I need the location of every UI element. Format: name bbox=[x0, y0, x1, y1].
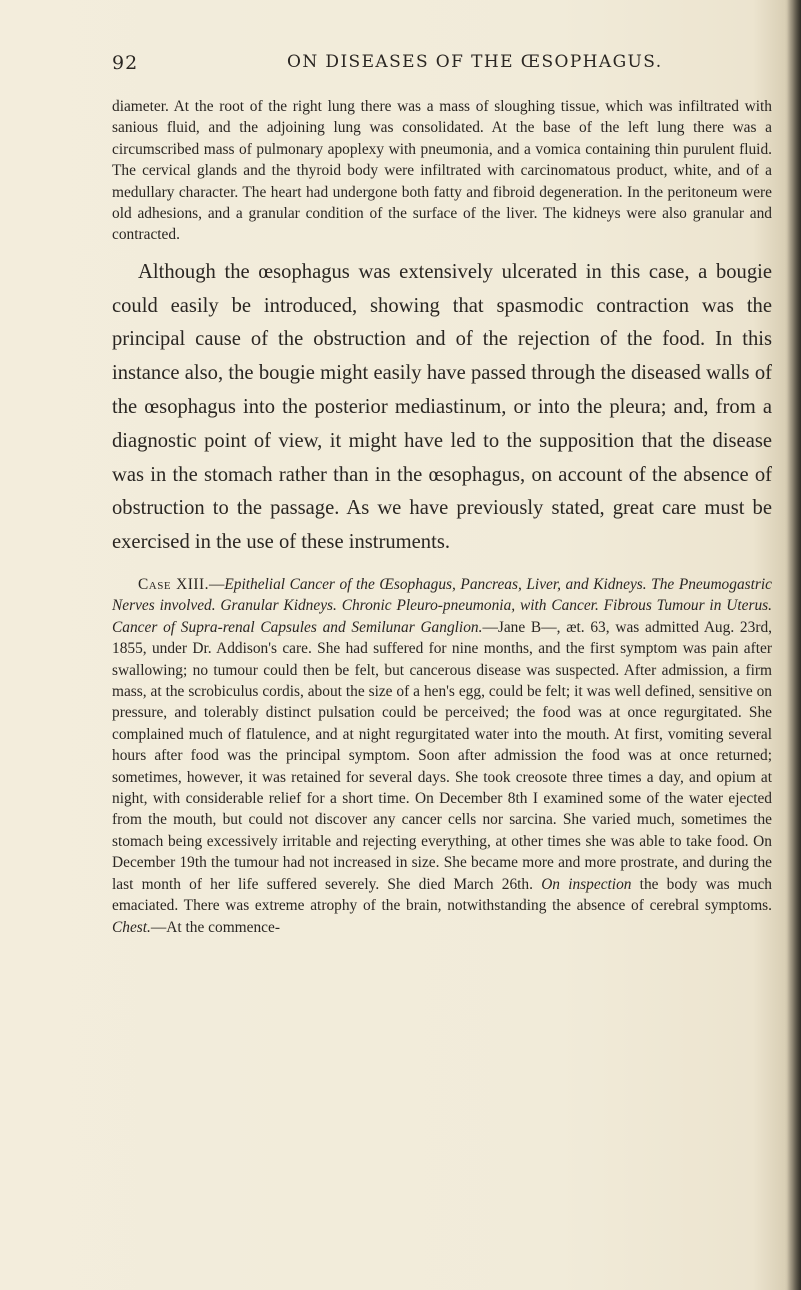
page-number: 92 bbox=[112, 52, 139, 74]
chest-label: Chest. bbox=[112, 918, 151, 936]
paragraph-autopsy-continued: diameter. At the root of the right lung there was a mass of sloughing tissue, which was infiltrated with sanious fluid, and the adjoining lung was consolidated. At the base of the left lung there was a circumscribed mass of pulmonary apoplexy with pneumonia, and a vomica containing thin purulent fluid. The cervical glands and the thyroid body were infiltrated with carcinomatous product, white, and of a medullary character. The heart had undergone both fatty and fibroid degeneration. In the peritoneum were old adhesions, and a granular condition of the surface of the liver. The kidneys were also granular and contracted. bbox=[112, 98, 772, 244]
paragraph-commentary: Although the œsophagus was extensively ulcerated in this case, a bougie could easily be introduced, showing that spasmodic contraction was the principal cause of the obstruction and of the rejection of the food. In this instance also, the bougie might easily have passed through the diseased walls of the œsophagus into the posterior mediastinum, or into the pleura; and, from a diagnostic point of view, it might have led to the supposition that the disease was in the stomach rather than in the œsophagus, on account of the absence of obstruction to the passage. As we have previously stated, great care must be exercised in the use of these instruments. bbox=[112, 260, 772, 554]
paragraph-case-xiii: Case XIII.—Epithelial Cancer of the Œsophagus, Pancreas, Liver, and Kidneys. The Pneumogastric Nerves involved. Granular Kidneys. Chronic Pleuro-pneumonia, with Cancer. Fibrous Tumour in Uterus. Cancer of Supra-renal Capsules and Semilunar Ganglion.—Jane B—, æt. 63, was admitted Aug. 23rd, 1855, under Dr. Addison's care. She had suffered for nine months, and the first symptom was pain after swallowing; no tumour could then be felt, but cancerous disease was suspected. After admission, a firm mass, at the scrobiculus cordis, about the size of a hen's egg, could be felt; it was well defined, sensitive on pressure, and tolerably distinct pulsation could be perceived; the food was at once regurgitated. She complained much of flatulence, and at night regurgitated water into the mouth. At first, vomiting several hours after food was the principal symptom. Soon after admission the food was at once returned; sometimes, however, it was retained for several days. She took creosote three times a day, and opium at night, with considerable relief for a short time. On December 8th I examined some of the water ejected from the mouth, but could not discover any cancer cells nor sarcina. She varied much, sometimes the stomach being excessively irritable and rejecting everything, at other times she was able to take food. On December 19th the tumour had not increased in size. She became more and more prostrate, and during the last month of her life suffered severely. She died March 26th. On inspection the body was much emaciated. There was extreme atrophy of the brain, notwithstanding the absence of cerebral symptoms. Chest.—At the commence- bbox=[112, 576, 773, 936]
inspection-label: On inspection bbox=[541, 875, 632, 893]
page-edge-shadow bbox=[787, 0, 801, 1290]
chest-text: —At the commence- bbox=[150, 918, 280, 936]
inspection-text: the body was much emaciated. There was extreme atrophy of the brain, notwithstanding the absence of cerebral symptoms. bbox=[112, 875, 773, 915]
case-title: Epithelial Cancer of the Œsophagus, Pancreas, Liver, and Kidneys. The Pneumogastric Nerves involved. Granular Kidneys. Chronic Pleuro-pneumonia, with Cancer. Fibrous Tumour in Uterus. Cancer of Supra-renal Capsules and Semilunar Ganglion. bbox=[112, 576, 773, 636]
case-label: Case XIII. bbox=[138, 576, 209, 594]
page-header bbox=[112, 52, 722, 78]
page-body bbox=[112, 96, 772, 938]
case-history: æt. 63, was admitted Aug. 23rd, 1855, under Dr. Addison's care. She had suffered for nine months, and the first symptom was pain after swallowing; no tumour could then be felt, but cancerous disease was suspected. After admission, a firm mass, at the scrobiculus cordis, about the size of a hen's egg, could be felt; it was well defined, sensitive on pressure, and tolerably distinct pulsation could be perceived; the food was at once regurgitated. She complained much of flatulence, and at night regurgitated water into the mouth. At first, vomiting several hours after food was the principal symptom. Soon after admission the food was at once returned; sometimes, however, it was retained for several days. She took creosote three times a day, and opium at night, with considerable relief for a short time. On December 8th I examined some of the water ejected from the mouth, but could not discover any cancer cells nor sarcina. She varied much, sometimes the stomach being excessively irritable and rejecting everything, at other times she was able to take food. On December 19th the tumour had not increased in size. She became more and more prostrate, and during the last month of her life suffered severely. She died March 26th. bbox=[112, 618, 772, 893]
patient-name: Jane B—, bbox=[497, 618, 561, 636]
running-title: ON DISEASES OF THE ŒSOPHAGUS. bbox=[287, 52, 663, 72]
